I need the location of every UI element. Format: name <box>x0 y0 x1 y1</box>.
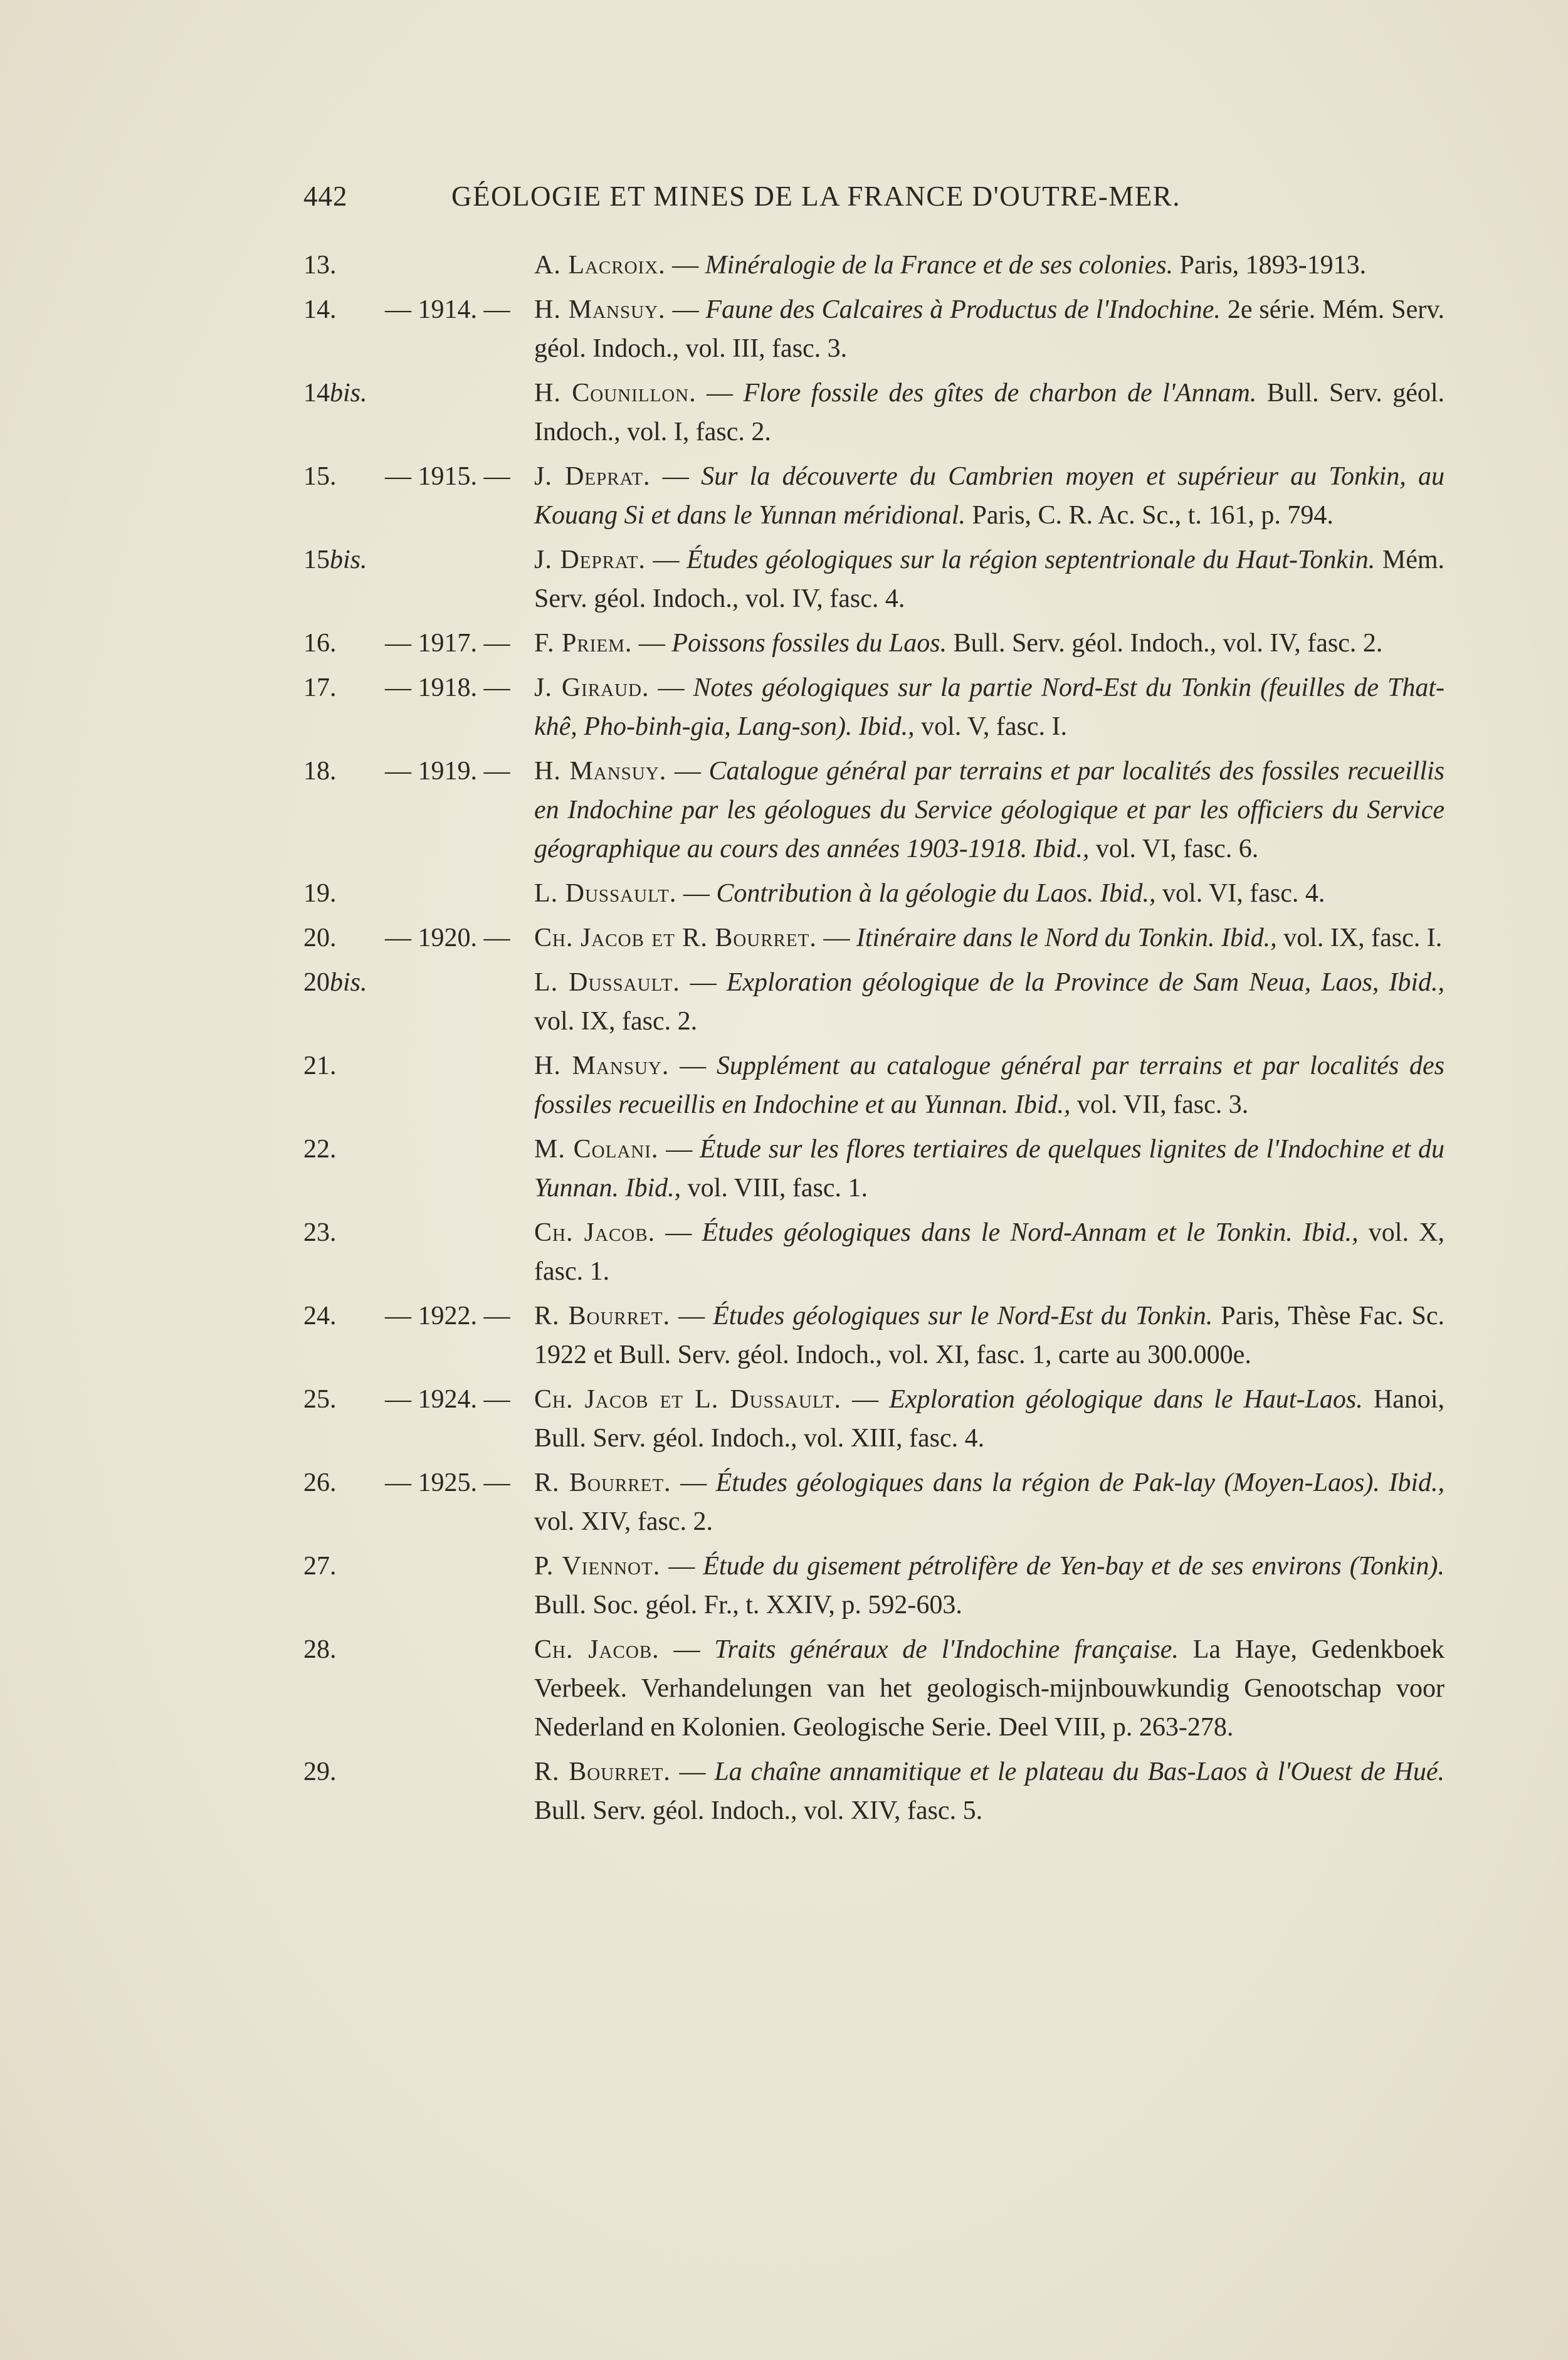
entry-title: Études géologiques dans la région de Pak-lay (Moyen-Laos). Ibid., <box>715 1468 1444 1497</box>
entry-reference: 2e série. Mém. Serv. géol. Indoch., vol. III, fasc. 3. <box>534 295 1444 363</box>
entry-author: J. Deprat. <box>534 462 651 491</box>
entry-number: 28. <box>303 1635 337 1664</box>
bibliography-entry <box>303 1752 1444 1830</box>
entry-title: Traits généraux de l'Indochine française. <box>714 1635 1179 1664</box>
entry-year <box>385 1213 534 1291</box>
running-title: GÉOLOGIE ET MINES DE LA FRANCE D'OUTRE-MER. <box>451 181 1181 212</box>
entry-bis-suffix: bis. <box>330 379 367 408</box>
entry-reference: Bull. Serv. géol. Indoch., vol. IV, fasc. 2. <box>953 629 1383 658</box>
entry-author: L. Dussault. <box>534 879 677 908</box>
entry-text: Ch. Jacob et L. Dussault. — Exploration géologique dans le Haut-Laos. Hanoi, Bull. Serv. géol. Indoch., vol. XIII, fasc. 4. <box>534 1385 1445 1453</box>
entry-text: L. Dussault. — Contribution à la géologie du Laos. Ibid., vol. VI, fasc. 4. <box>534 879 1325 908</box>
entry-year: — 1920. — <box>385 924 510 952</box>
entry-title: Faune des Calcaires à Productus de l'Indochine. <box>705 295 1221 324</box>
entry-year <box>385 963 534 1041</box>
entry-text: H. Mansuy. — Faune des Calcaires à Productus de l'Indochine. 2e série. Mém. Serv. géol. Indoch., vol. III, fasc. 3. <box>534 295 1444 363</box>
entry-title: Itinéraire dans le Nord du Tonkin. Ibid., <box>856 924 1277 952</box>
entry-author: Ch. Jacob et R. Bourret. <box>534 924 817 952</box>
bibliography-entry <box>303 874 1444 913</box>
entry-text: Ch. Jacob. — Études géologiques dans le Nord-Annam et le Tonkin. Ibid., vol. X, fasc. 1. <box>534 1218 1445 1286</box>
entry-text: Ch. Jacob. — Traits généraux de l'Indochine française. La Haye, Gedenkboek Verbeek. Verhandelungen van het geologisch-mijnbouwkundig Genootschap voor Nederland en Kolonien. Geologische Serie. Deel VIII, p. 263-278. <box>534 1635 1445 1742</box>
entry-text: J. Giraud. — Notes géologiques sur la partie Nord-Est du Tonkin (feuilles de That-khê, Pho-binh-gia, Lang-son). Ibid., vol. V, fasc. I. <box>534 673 1445 741</box>
bibliography-entry <box>303 374 1444 451</box>
entry-reference: vol. X, fasc. 1. <box>534 1218 1445 1286</box>
entry-title: Étude sur les flores tertiaires de quelques lignites de l'Indochine et du Yunnan. Ibid., <box>534 1135 1445 1203</box>
bibliography-entry <box>303 246 1444 285</box>
entry-title: Contribution à la géologie du Laos. Ibid., <box>716 879 1156 908</box>
entry-title: Étude du gisement pétrolifère de Yen-bay et de ses environs (Tonkin). <box>703 1552 1444 1581</box>
bibliography-entry <box>303 963 1444 1041</box>
bibliography-entry <box>303 1630 1444 1747</box>
entry-reference: La Haye, Gedenkboek Verbeek. Verhandelungen van het geologisch-mijnbouwkundig Genootschap voor Nederland en Kolonien. Geologische Serie. Deel VIII, p. 263-278. <box>534 1635 1445 1742</box>
entry-number: 22. <box>303 1135 337 1164</box>
entry-reference: vol. IX, fasc. 2. <box>534 1007 698 1036</box>
entry-title: Minéralogie de la France et de ses colonies. <box>705 251 1174 280</box>
entry-author: L. Dussault. <box>534 968 680 997</box>
entry-reference: Bull. Serv. géol. Indoch., vol. XIV, fasc. 5. <box>534 1796 983 1825</box>
entry-text: J. Deprat. — Sur la découverte du Cambrien moyen et supérieur au Tonkin, au Kouang Si et dans le Yunnan méridional. Paris, C. R. Ac. Sc., t. 161, p. 794. <box>534 462 1444 530</box>
bibliography-entry <box>303 1380 1444 1458</box>
entry-author: H. Mansuy. <box>534 757 667 786</box>
entry-author: Ch. Jacob et L. Dussault. <box>534 1385 842 1414</box>
entry-text: H. Counillon. — Flore fossile des gîtes de charbon de l'Annam. Bull. Serv. géol. Indoch., vol. I, fasc. 2. <box>534 379 1445 446</box>
entry-number: 26. <box>303 1468 337 1497</box>
bibliography-entry <box>303 1130 1444 1208</box>
entry-reference: Paris, Thèse Fac. Sc. 1922 et Bull. Serv. géol. Indoch., vol. XI, fasc. 1, carte au 300.000e. <box>534 1302 1445 1369</box>
entry-text: R. Bourret. — Études géologiques sur le Nord-Est du Tonkin. Paris, Thèse Fac. Sc. 1922 et Bull. Serv. géol. Indoch., vol. XI, fasc. 1, carte au 300.000e. <box>534 1302 1445 1369</box>
entry-year: — 1922. — <box>385 1302 510 1330</box>
entry-title: Sur la découverte du Cambrien moyen et supérieur au Tonkin, au Kouang Si et dans le Yunnan méridional. <box>534 462 1444 530</box>
bibliography-entry <box>303 290 1444 368</box>
entry-text: R. Bourret. — Études géologiques dans la région de Pak-lay (Moyen-Laos). Ibid., vol. XIV, fasc. 2. <box>534 1468 1444 1536</box>
entry-number: 15. <box>303 462 337 491</box>
entry-number: 23. <box>303 1218 337 1247</box>
entry-author: A. Lacroix. <box>534 251 666 280</box>
entry-text: A. Lacroix. — Minéralogie de la France et de ses colonies. Paris, 1893-1913. <box>534 251 1367 280</box>
entry-number: 18. <box>303 757 337 786</box>
bibliography-entry <box>303 540 1444 618</box>
entry-number: 16. <box>303 629 337 658</box>
entry-year <box>385 874 534 913</box>
entry-number: 29. <box>303 1757 337 1786</box>
page-number: 442 <box>303 181 348 212</box>
entry-number: 21. <box>303 1051 337 1080</box>
entry-bis-suffix: bis. <box>330 968 367 997</box>
entry-author: P. Viennot. <box>534 1552 661 1581</box>
entry-author: F. Priem. <box>534 629 633 658</box>
entry-reference: Bull. Serv. géol. Indoch., vol. I, fasc. 2. <box>534 379 1445 446</box>
bibliography-list <box>303 246 1444 1836</box>
page-header <box>303 180 1444 218</box>
entry-year <box>385 1752 534 1830</box>
bibliography-entry <box>303 1213 1444 1291</box>
entry-author: M. Colani. <box>534 1135 659 1164</box>
entry-title: Supplément au catalogue général par terrains et par localités des fossiles recueillis en Indochine et au Yunnan. Ibid., <box>534 1051 1445 1119</box>
entry-author: R. Bourret. <box>534 1468 671 1497</box>
entry-author: H. Mansuy. <box>534 295 666 324</box>
entry-year: — 1915. — <box>385 462 510 491</box>
entry-year <box>385 1046 534 1124</box>
bibliography-entry <box>303 919 1444 957</box>
entry-year: — 1918. — <box>385 673 510 702</box>
entry-author: R. Bourret. <box>534 1302 671 1330</box>
entry-year: — 1914. — <box>385 295 510 324</box>
entry-number: 13. <box>303 251 337 280</box>
entry-text: H. Mansuy. — Catalogue général par terrains et par localités des fossiles recueillis en Indochine par les géologues du Service géologique et par les officiers du Service géographique au cours des années 1903-1918. Ibid., vol. VI, fasc. 6. <box>534 757 1444 863</box>
entry-year: — 1925. — <box>385 1468 510 1497</box>
entry-number: 14bis. <box>303 379 367 408</box>
bibliography-entry <box>303 668 1444 746</box>
entry-title: Études géologiques dans le Nord-Annam et le Tonkin. Ibid., <box>702 1218 1359 1247</box>
entry-text: P. Viennot. — Étude du gisement pétrolifère de Yen-bay et de ses environs (Tonkin). Bull. Soc. géol. Fr., t. XXIV, p. 592-603. <box>534 1552 1444 1620</box>
bibliography-entry <box>303 624 1444 663</box>
entry-author: R. Bourret. <box>534 1757 671 1786</box>
entry-text: M. Colani. — Étude sur les flores tertiaires de quelques lignites de l'Indochine et du Yunnan. Ibid., vol. VIII, fasc. 1. <box>534 1135 1445 1203</box>
entry-text: F. Priem. — Poissons fossiles du Laos. Bull. Serv. géol. Indoch., vol. IV, fasc. 2. <box>534 629 1383 658</box>
entry-year: — 1919. — <box>385 757 510 786</box>
entry-reference: vol. IX, fasc. I. <box>1283 924 1443 952</box>
entry-year <box>385 1547 534 1625</box>
entry-author: J. Giraud. <box>534 673 650 702</box>
entry-number: 15bis. <box>303 545 367 574</box>
entry-author: H. Mansuy. <box>534 1051 670 1080</box>
entry-title: Exploration géologique de la Province de Sam Neua, Laos, Ibid., <box>726 968 1445 997</box>
entry-year <box>385 1630 534 1747</box>
entry-reference: Mém. Serv. géol. Indoch., vol. IV, fasc. 4. <box>534 545 1445 613</box>
entry-bis-suffix: bis. <box>330 545 367 574</box>
entry-year <box>385 246 534 285</box>
entry-number: 20. <box>303 924 337 952</box>
bibliography-entry <box>303 1463 1444 1541</box>
entry-text: Ch. Jacob et R. Bourret. — Itinéraire dans le Nord du Tonkin. Ibid., vol. IX, fasc. I. <box>534 924 1443 952</box>
entry-reference: vol. VI, fasc. 4. <box>1162 879 1325 908</box>
entry-year <box>385 1130 534 1208</box>
entry-author: H. Counillon. <box>534 379 697 408</box>
entry-number: 24. <box>303 1302 337 1330</box>
entry-title: Notes géologiques sur la partie Nord-Est du Tonkin (feuilles de That-khê, Pho-binh-gia, Lang-son). Ibid., <box>534 673 1445 741</box>
entry-number: 17. <box>303 673 337 702</box>
entry-text: J. Deprat. — Études géologiques sur la région septentrionale du Haut-Tonkin. Mém. Serv. géol. Indoch., vol. IV, fasc. 4. <box>534 545 1445 613</box>
entry-reference: Paris, 1893-1913. <box>1179 251 1367 280</box>
bibliography-entry <box>303 457 1444 535</box>
entry-text: H. Mansuy. — Supplément au catalogue général par terrains et par localités des fossiles recueillis en Indochine et au Yunnan. Ibid., vol. VII, fasc. 3. <box>534 1051 1445 1119</box>
entry-author: Ch. Jacob. <box>534 1218 656 1247</box>
entry-reference: Hanoi, Bull. Serv. géol. Indoch., vol. XIII, fasc. 4. <box>534 1385 1445 1453</box>
entry-text: L. Dussault. — Exploration géologique de la Province de Sam Neua, Laos, Ibid., vol. IX, fasc. 2. <box>534 968 1445 1036</box>
entry-number: 14. <box>303 295 337 324</box>
bibliography-entry <box>303 1297 1444 1374</box>
entry-author: J. Deprat. <box>534 545 646 574</box>
bibliography-entry <box>303 752 1444 868</box>
entry-reference: vol. V, fasc. I. <box>921 712 1068 741</box>
entry-reference: vol. XIV, fasc. 2. <box>534 1507 713 1536</box>
entry-reference: vol. VI, fasc. 6. <box>1095 835 1259 863</box>
entry-year: — 1924. — <box>385 1385 510 1414</box>
entry-title: Études géologiques sur le Nord-Est du Tonkin. <box>713 1302 1213 1330</box>
entry-reference: Paris, C. R. Ac. Sc., t. 161, p. 794. <box>972 501 1334 530</box>
entry-title: La chaîne annamitique et le plateau du Bas-Laos à l'Ouest de Hué. <box>714 1757 1445 1786</box>
entry-number: 20bis. <box>303 968 367 997</box>
entry-reference: vol. VII, fasc. 3. <box>1076 1090 1249 1119</box>
entry-title: Études géologiques sur la région septentrionale du Haut-Tonkin. <box>687 545 1376 574</box>
entry-year: — 1917. — <box>385 629 510 658</box>
bibliography-entry <box>303 1046 1444 1124</box>
entry-title: Flore fossile des gîtes de charbon de l'Annam. <box>743 379 1257 408</box>
entry-text: R. Bourret. — La chaîne annamitique et le plateau du Bas-Laos à l'Ouest de Hué. Bull. Serv. géol. Indoch., vol. XIV, fasc. 5. <box>534 1757 1445 1825</box>
entry-number: 25. <box>303 1385 337 1414</box>
entry-author: Ch. Jacob. <box>534 1635 660 1664</box>
entry-title: Poissons fossiles du Laos. <box>671 629 947 658</box>
entry-reference: Bull. Soc. géol. Fr., t. XXIV, p. 592-603. <box>534 1591 962 1620</box>
entry-year <box>385 374 534 451</box>
entry-reference: vol. VIII, fasc. 1. <box>687 1174 868 1203</box>
entry-number: 19. <box>303 879 337 908</box>
entry-title: Exploration géologique dans le Haut-Laos. <box>889 1385 1363 1414</box>
entry-number: 27. <box>303 1552 337 1581</box>
entry-year <box>385 540 534 618</box>
entry-title: Catalogue général par terrains et par localités des fossiles recueillis en Indochine par les géologues du Service géologique et par les officiers du Service géographique au cours des années 1903-1918. Ibid., <box>534 757 1444 863</box>
bibliography-entry <box>303 1547 1444 1625</box>
